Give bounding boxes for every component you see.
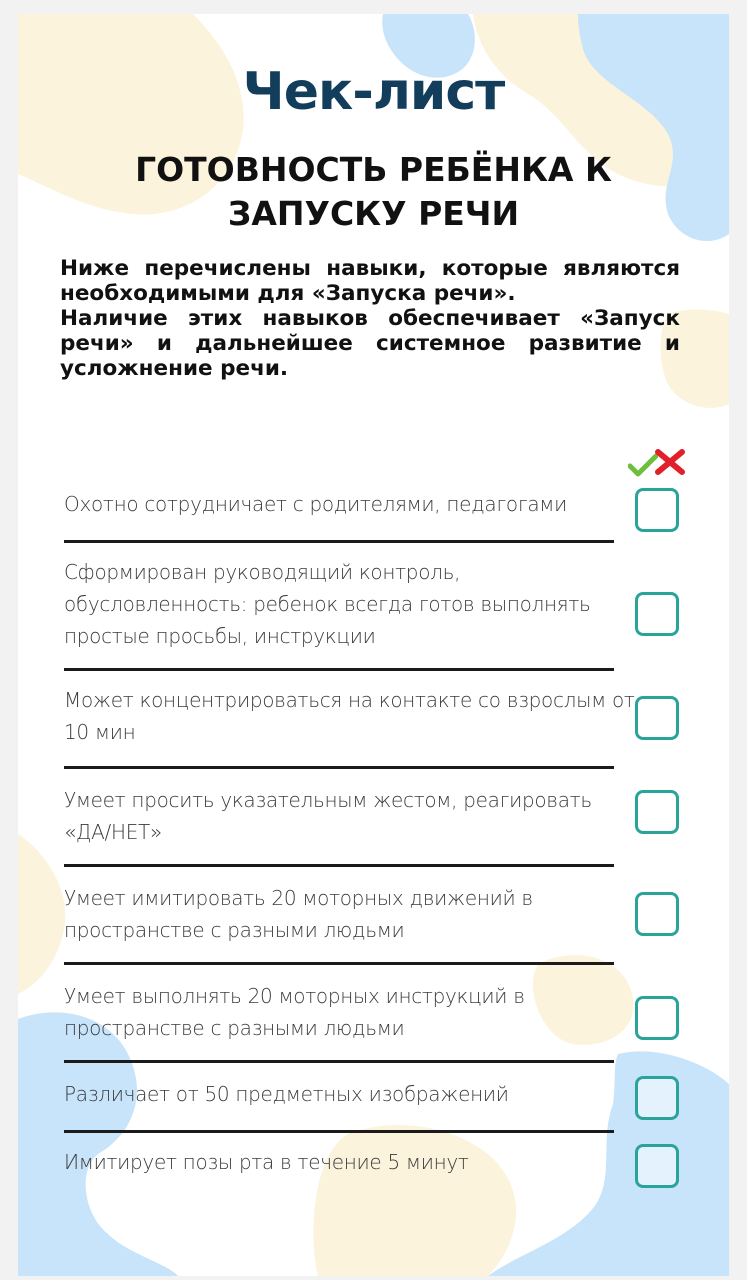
page-title: Чек-лист (242, 62, 505, 122)
checklist-checkbox[interactable] (635, 696, 679, 740)
checklist-checkbox[interactable] (635, 1144, 679, 1188)
checklist-checkbox[interactable] (635, 488, 679, 532)
divider (64, 962, 614, 965)
checklist-checkbox[interactable] (635, 592, 679, 636)
checklist-item-text: Умеет выполнять 20 моторных инструкций в пространстве с разными людьми (64, 984, 525, 1040)
divider (64, 1130, 614, 1133)
checklist-checkbox[interactable] (635, 996, 679, 1040)
page-subtitle: ГОТОВНОСТЬ РЕБЁНКА К ЗАПУСКУ РЕЧИ (135, 150, 612, 233)
intro-paragraph: Наличие этих навыков обеспечивает «Запуск речи» и дальнейшее системное развитие и усложнение речи. (60, 306, 680, 381)
divider (64, 864, 614, 867)
checklist-checkbox[interactable] (635, 790, 679, 834)
divider (64, 1060, 614, 1063)
checklist-item-text: Охотно сотрудничает с родителями, педагогами (64, 492, 567, 516)
checklist-checkbox[interactable] (635, 1076, 679, 1120)
intro-paragraph: Ниже перечислены навыки, которые являются необходимыми для «Запуска речи». (60, 256, 680, 306)
checklist-item-text: Умеет просить указательным жестом, реагировать «ДА/НЕТ» (64, 788, 592, 844)
checklist-item-text: Умеет имитировать 20 моторных движений в пространстве с разными людьми (64, 886, 533, 942)
divider (64, 668, 614, 671)
checklist-item-text: Имитирует позы рта в течение 5 минут (64, 1150, 469, 1174)
divider (64, 540, 614, 543)
yes-no-legend (628, 446, 692, 476)
blue-blob (18, 1012, 178, 1276)
cross-mark-icon (654, 448, 686, 476)
checklist-item-text: Различает от 50 предметных изображений (64, 1082, 509, 1106)
checklist-item-text: Сформирован руководящий контроль, обусловленность: ребенок всегда готов выполнять простые просьбы, инструкции (64, 560, 591, 648)
divider (64, 766, 614, 769)
checklist-checkbox[interactable] (635, 892, 679, 936)
checklist-card (18, 14, 729, 1276)
intro-text (60, 256, 680, 381)
checklist-item-text: Может концентрироваться на контакте со взрослым от 10 мин (64, 688, 635, 744)
cream-blob (18, 834, 65, 994)
